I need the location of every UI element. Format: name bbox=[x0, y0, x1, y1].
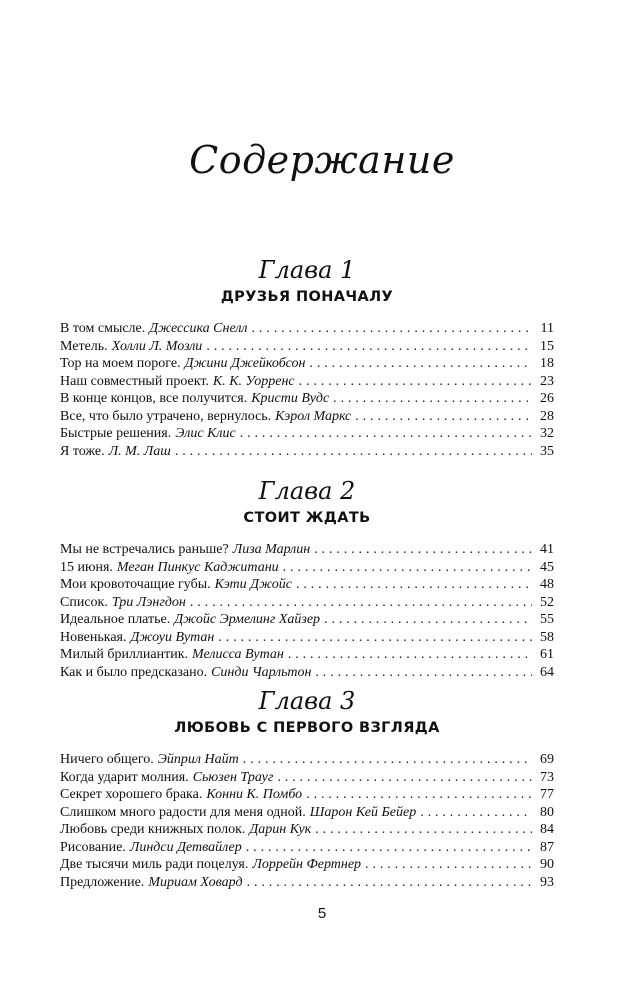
toc-entry bbox=[60, 804, 554, 822]
entry-page: 69 bbox=[540, 752, 554, 767]
entry-author: Конни К. Помбо bbox=[206, 787, 303, 802]
entry-title: Тор на моем пороге. bbox=[60, 356, 181, 371]
dot-leader bbox=[243, 751, 532, 769]
entry-title: В том смысле. bbox=[60, 321, 146, 336]
chapter-heading: СТОИТ ЖДАТЬ bbox=[243, 510, 371, 526]
dot-leader bbox=[296, 576, 532, 594]
entry-title: Я тоже. bbox=[60, 443, 105, 459]
dot-leader bbox=[206, 338, 532, 356]
entry-page: 18 bbox=[540, 356, 554, 371]
toc-entry bbox=[60, 839, 554, 857]
toc-entry bbox=[60, 576, 554, 594]
dot-leader bbox=[315, 664, 532, 682]
dot-leader bbox=[299, 373, 532, 391]
dot-leader bbox=[252, 320, 532, 338]
toc-entry bbox=[60, 373, 554, 391]
toc-entry bbox=[60, 646, 554, 664]
page-title: Содержание bbox=[189, 138, 455, 182]
entry-page: 23 bbox=[540, 373, 554, 389]
entry-title: Метель. bbox=[60, 338, 108, 354]
entry-page: 15 bbox=[540, 338, 554, 354]
entry-author: Джойс Эрмелинг Хайзер bbox=[174, 612, 321, 627]
entry-author: Лиза Марлин bbox=[232, 542, 311, 557]
entry-title: Любовь среди книжных полок. bbox=[60, 822, 246, 837]
dot-leader bbox=[288, 646, 532, 664]
entry-page: 80 bbox=[540, 804, 554, 820]
entry-author: Три Лэнгдон bbox=[111, 594, 186, 610]
toc-entry bbox=[60, 769, 554, 787]
chapter-1 bbox=[60, 255, 554, 460]
entry-title: Список. bbox=[60, 594, 108, 610]
toc-entries bbox=[60, 541, 554, 681]
toc-entry bbox=[60, 355, 554, 373]
entry-page: 64 bbox=[540, 664, 554, 680]
chapter-heading: ДРУЗЬЯ ПОНАЧАЛУ bbox=[220, 289, 394, 305]
entry-author: Кристи Вудс bbox=[251, 391, 330, 406]
dot-leader bbox=[218, 629, 532, 647]
dot-leader bbox=[365, 856, 532, 874]
entry-title: Мои кровоточащие губы. bbox=[60, 577, 211, 592]
dot-leader bbox=[277, 769, 532, 787]
page-number: 5 bbox=[317, 905, 327, 922]
dot-leader bbox=[240, 425, 532, 443]
toc-entry bbox=[60, 821, 554, 839]
entry-author: Эйприл Найт bbox=[157, 752, 239, 767]
entry-author: Мириам Ховард bbox=[148, 874, 243, 890]
chapter-label: Глава 2 bbox=[258, 477, 356, 505]
toc-entry bbox=[60, 425, 554, 443]
dot-leader bbox=[309, 355, 532, 373]
entry-title: Идеальное платье. bbox=[60, 612, 171, 627]
dot-leader bbox=[333, 390, 532, 408]
toc-entry bbox=[60, 541, 554, 559]
toc-entry bbox=[60, 408, 554, 426]
entry-title: В конце концов, все получится. bbox=[60, 391, 248, 406]
entry-author: Дарин Кук bbox=[249, 822, 312, 837]
entry-author: Кэти Джойс bbox=[214, 577, 292, 592]
entry-author: Джини Джейкобсон bbox=[184, 356, 306, 371]
toc-entry bbox=[60, 611, 554, 629]
entry-title: Рисование. bbox=[60, 839, 126, 855]
entry-page: 90 bbox=[540, 857, 554, 872]
chapter-heading: ЛЮБОВЬ С ПЕРВОГО ВЗГЛЯДА bbox=[174, 720, 440, 736]
entry-author: Линдси Детвайлер bbox=[129, 839, 242, 855]
entry-title: Две тысячи миль ради поцелуя. bbox=[60, 857, 249, 872]
dot-leader bbox=[314, 541, 532, 559]
entry-page: 48 bbox=[540, 577, 554, 592]
entry-title: Слишком много радости для меня одной. bbox=[60, 804, 306, 820]
entry-page: 26 bbox=[540, 391, 554, 406]
entry-page: 77 bbox=[540, 787, 554, 802]
entry-title: Мы не встречались раньше? bbox=[60, 542, 229, 557]
entry-page: 32 bbox=[540, 426, 554, 441]
toc-entry bbox=[60, 594, 554, 612]
entry-title: Милый бриллиантик. bbox=[60, 647, 189, 662]
dot-leader bbox=[306, 786, 532, 804]
dot-leader bbox=[420, 804, 532, 822]
chapter-3 bbox=[60, 686, 554, 891]
entry-title: Наш совместный проект. bbox=[60, 373, 209, 389]
entry-author: Синди Чарльтон bbox=[211, 664, 312, 680]
entry-author: Сьюзен Трауг bbox=[192, 769, 274, 785]
entry-title: Новенькая. bbox=[60, 629, 127, 645]
dot-leader bbox=[247, 874, 532, 892]
entry-author: Кэрол Маркс bbox=[275, 408, 352, 424]
entry-page: 28 bbox=[540, 408, 554, 424]
entry-page: 87 bbox=[540, 839, 554, 855]
toc-entry bbox=[60, 751, 554, 769]
dot-leader bbox=[175, 443, 532, 461]
chapter-label: Глава 1 bbox=[258, 256, 356, 284]
entry-author: Джессика Снелл bbox=[149, 321, 248, 336]
entry-page: 35 bbox=[540, 443, 554, 459]
chapter-2 bbox=[60, 476, 554, 681]
toc-entry bbox=[60, 320, 554, 338]
entry-page: 41 bbox=[540, 542, 554, 557]
entry-page: 73 bbox=[540, 769, 554, 785]
chapter-label: Глава 3 bbox=[258, 687, 356, 715]
entry-title: Как и было предсказано. bbox=[60, 664, 208, 680]
entry-author: Лоррейн Фертнер bbox=[252, 857, 362, 872]
toc-entries bbox=[60, 751, 554, 891]
entry-author: Джоуи Вутан bbox=[130, 629, 215, 645]
dot-leader bbox=[246, 839, 532, 857]
toc-entry bbox=[60, 629, 554, 647]
entry-author: Меган Пинкус Каджитани bbox=[116, 559, 279, 575]
entry-title: Когда ударит молния. bbox=[60, 769, 189, 785]
entry-page: 11 bbox=[540, 321, 554, 336]
entry-page: 55 bbox=[540, 612, 554, 627]
entry-page: 84 bbox=[540, 822, 554, 837]
entry-page: 93 bbox=[540, 874, 554, 890]
toc-entry bbox=[60, 443, 554, 461]
dot-leader bbox=[355, 408, 532, 426]
entry-author: Мелисса Вутан bbox=[192, 647, 284, 662]
dot-leader bbox=[324, 611, 532, 629]
toc-entry bbox=[60, 856, 554, 874]
entry-author: Элис Клис bbox=[175, 426, 236, 441]
entry-author: Шарон Кей Бейер bbox=[309, 804, 417, 820]
entry-author: Л. М. Лаш bbox=[108, 443, 171, 459]
entry-page: 61 bbox=[540, 647, 554, 662]
entry-title: Предложение. bbox=[60, 874, 145, 890]
entry-author: Холли Л. Мозли bbox=[111, 338, 203, 354]
toc-entry bbox=[60, 874, 554, 892]
dot-leader bbox=[315, 821, 532, 839]
entry-title: Быстрые решения. bbox=[60, 426, 172, 441]
toc-entry bbox=[60, 559, 554, 577]
entry-page: 52 bbox=[540, 594, 554, 610]
toc-entry bbox=[60, 338, 554, 356]
entry-author: К. К. Уорренс bbox=[212, 373, 295, 389]
toc-entry bbox=[60, 664, 554, 682]
toc-entry bbox=[60, 786, 554, 804]
entry-page: 58 bbox=[540, 629, 554, 645]
toc-entries bbox=[60, 320, 554, 460]
entry-title: Ничего общего. bbox=[60, 752, 154, 767]
entry-title: Все, что было утрачено, вернулось. bbox=[60, 408, 272, 424]
entry-title: 15 июня. bbox=[60, 559, 113, 575]
dot-leader bbox=[190, 594, 532, 612]
toc-entry bbox=[60, 390, 554, 408]
dot-leader bbox=[283, 559, 532, 577]
entry-title: Секрет хорошего брака. bbox=[60, 787, 203, 802]
entry-page: 45 bbox=[540, 559, 554, 575]
